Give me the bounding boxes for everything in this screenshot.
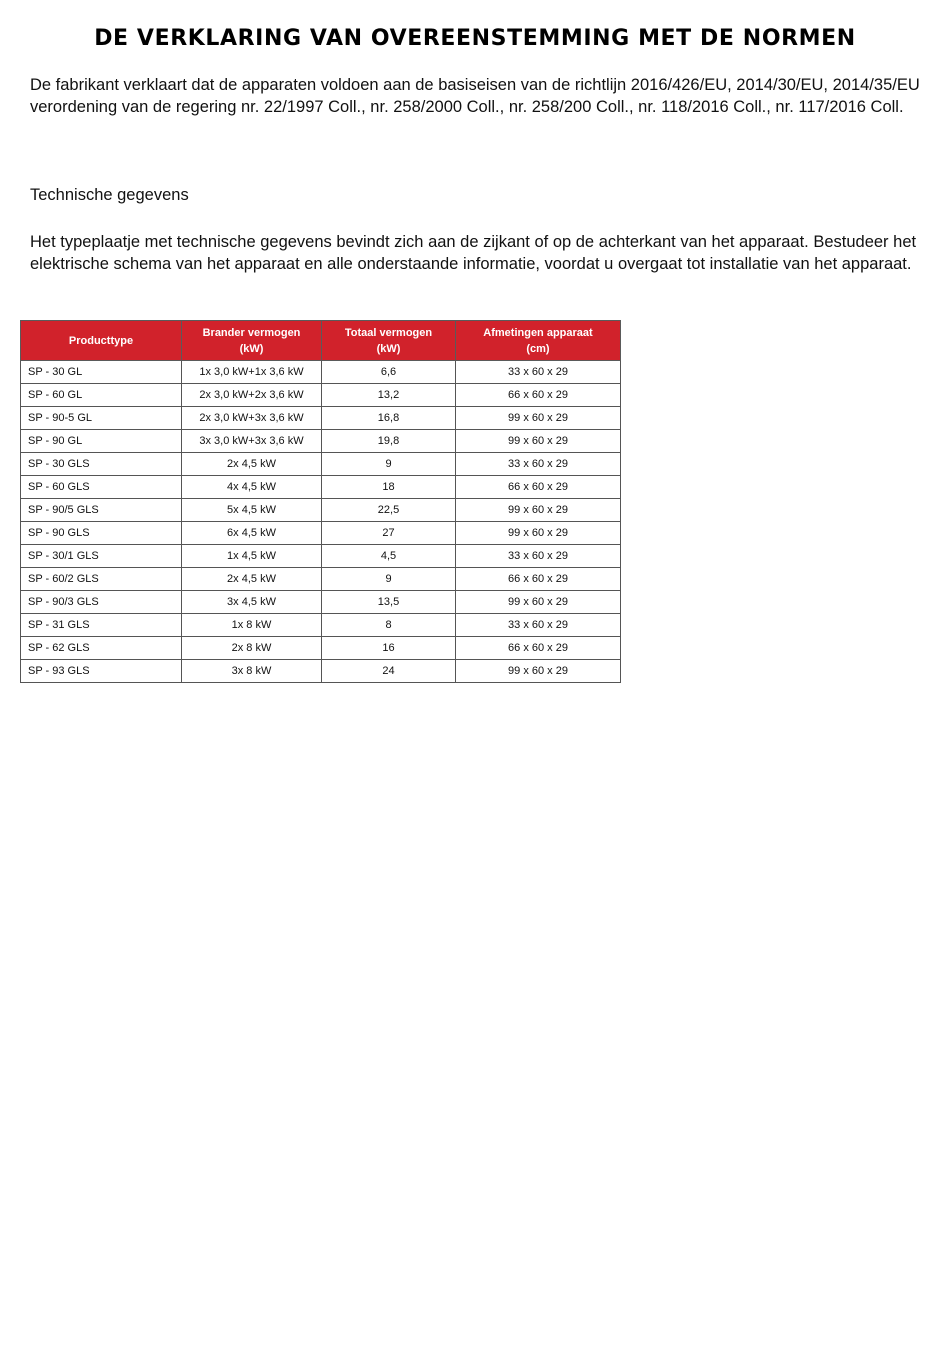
cell-product-type: SP - 30/1 GLS [21, 545, 182, 568]
cell-product-type: SP - 93 GLS [21, 660, 182, 683]
cell-product-type: SP - 60/2 GLS [21, 568, 182, 591]
cell-total-power: 16 [322, 637, 456, 660]
table-row [21, 407, 621, 430]
header-total-power-label: Totaal vermogen [344, 326, 433, 339]
cell-burner-power: 1x 8 kW [182, 614, 322, 637]
header-dimensions [456, 321, 621, 361]
table-row [21, 591, 621, 614]
table-row [21, 614, 621, 637]
header-total-power [322, 321, 456, 361]
section-heading: Technische gegevens [30, 186, 189, 204]
header-dimensions-label: Afmetingen apparaat [483, 326, 593, 339]
cell-dimensions: 66 x 60 x 29 [456, 637, 621, 660]
cell-product-type: SP - 90/3 GLS [21, 591, 182, 614]
cell-dimensions: 66 x 60 x 29 [456, 384, 621, 407]
header-burner-power [182, 321, 322, 361]
document-title: DE VERKLARING VAN OVEREENSTEMMING MET DE NORMEN [94, 26, 856, 51]
cell-burner-power: 2x 4,5 kW [182, 453, 322, 476]
cell-dimensions: 99 x 60 x 29 [456, 407, 621, 430]
header-burner-power-unit: (kW) [239, 342, 264, 355]
cell-dimensions: 33 x 60 x 29 [456, 453, 621, 476]
cell-dimensions: 99 x 60 x 29 [456, 591, 621, 614]
table-row [21, 568, 621, 591]
cell-total-power: 9 [322, 453, 456, 476]
table-row [21, 476, 621, 499]
cell-dimensions: 99 x 60 x 29 [456, 522, 621, 545]
cell-product-type: SP - 60 GLS [21, 476, 182, 499]
cell-burner-power: 3x 3,0 kW+3x 3,6 kW [182, 430, 322, 453]
header-dimensions-unit: (cm) [526, 342, 550, 355]
cell-product-type: SP - 31 GLS [21, 614, 182, 637]
cell-total-power: 18 [322, 476, 456, 499]
cell-total-power: 6,6 [322, 361, 456, 384]
cell-dimensions: 33 x 60 x 29 [456, 545, 621, 568]
technical-data-table [20, 320, 621, 683]
table-row [21, 453, 621, 476]
cell-total-power: 22,5 [322, 499, 456, 522]
cell-burner-power: 3x 4,5 kW [182, 591, 322, 614]
table-row [21, 522, 621, 545]
cell-burner-power: 6x 4,5 kW [182, 522, 322, 545]
cell-burner-power: 1x 3,0 kW+1x 3,6 kW [182, 361, 322, 384]
header-product-type [21, 321, 182, 361]
cell-total-power: 19,8 [322, 430, 456, 453]
cell-dimensions: 99 x 60 x 29 [456, 660, 621, 683]
header-burner-power-label: Brander vermogen [202, 326, 301, 339]
cell-burner-power: 2x 8 kW [182, 637, 322, 660]
cell-total-power: 8 [322, 614, 456, 637]
cell-burner-power: 4x 4,5 kW [182, 476, 322, 499]
cell-total-power: 27 [322, 522, 456, 545]
table-row [21, 361, 621, 384]
cell-burner-power: 3x 8 kW [182, 660, 322, 683]
cell-dimensions: 66 x 60 x 29 [456, 476, 621, 499]
cell-dimensions: 33 x 60 x 29 [456, 614, 621, 637]
cell-product-type: SP - 30 GLS [21, 453, 182, 476]
cell-total-power: 16,8 [322, 407, 456, 430]
info-paragraph: Het typeplaatje met technische gegevens bevindt zich aan de zijkant of op de achterkant van het apparaat. Bestudeer het elektrische schema van het apparaat en alle onderstaande informatie, voordat u overgaat tot installatie van het apparaat. [30, 233, 917, 273]
cell-product-type: SP - 90/5 GLS [21, 499, 182, 522]
header-product-type-label: Producttype [68, 334, 134, 347]
cell-burner-power: 2x 3,0 kW+2x 3,6 kW [182, 384, 322, 407]
cell-burner-power: 2x 3,0 kW+3x 3,6 kW [182, 407, 322, 430]
cell-product-type: SP - 60 GL [21, 384, 182, 407]
table-row [21, 637, 621, 660]
cell-total-power: 4,5 [322, 545, 456, 568]
cell-product-type: SP - 62 GLS [21, 637, 182, 660]
cell-dimensions: 99 x 60 x 29 [456, 430, 621, 453]
cell-dimensions: 99 x 60 x 29 [456, 499, 621, 522]
cell-total-power: 9 [322, 568, 456, 591]
cell-dimensions: 66 x 60 x 29 [456, 568, 621, 591]
cell-burner-power: 5x 4,5 kW [182, 499, 322, 522]
table-header-row [21, 321, 621, 361]
cell-dimensions: 33 x 60 x 29 [456, 361, 621, 384]
table-row [21, 545, 621, 568]
cell-total-power: 13,5 [322, 591, 456, 614]
header-total-power-unit: (kW) [376, 342, 401, 355]
intro-paragraph: De fabrikant verklaart dat de apparaten voldoen aan de basiseisen van de richtlijn 2016/426/EU, 2014/30/EU, 2014/35/EU verordening van de regering nr. 22/1997 Coll., nr. 258/2000 Coll., nr. 258/200 Coll., nr. 118/2016 Coll., nr. 117/2016 Coll. [30, 76, 920, 116]
cell-product-type: SP - 90 GL [21, 430, 182, 453]
cell-burner-power: 2x 4,5 kW [182, 568, 322, 591]
cell-total-power: 24 [322, 660, 456, 683]
table-row [21, 660, 621, 683]
cell-product-type: SP - 90-5 GL [21, 407, 182, 430]
cell-total-power: 13,2 [322, 384, 456, 407]
cell-product-type: SP - 30 GL [21, 361, 182, 384]
cell-burner-power: 1x 4,5 kW [182, 545, 322, 568]
table-row [21, 384, 621, 407]
table-row [21, 430, 621, 453]
cell-product-type: SP - 90 GLS [21, 522, 182, 545]
table-row [21, 499, 621, 522]
table-body [21, 361, 621, 683]
